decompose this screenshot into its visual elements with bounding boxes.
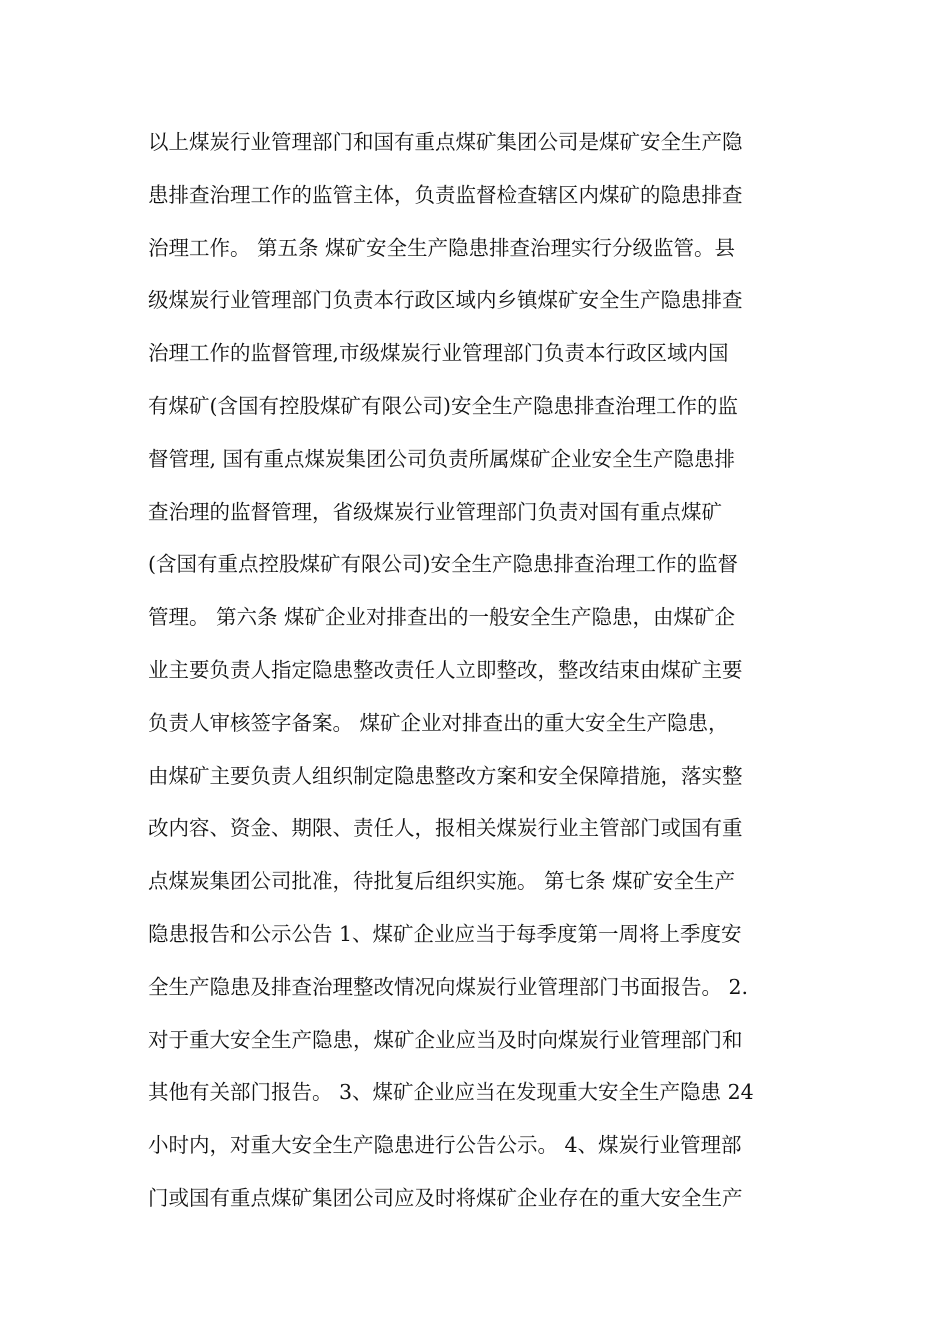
text-line: 患排查治理工作的监管主体，负责监督检查辖区内煤矿的隐患排查 — [148, 182, 743, 207]
text-line: 治理工作。 第五条 煤矿安全生产隐患排查治理实行分级监管。县 — [148, 235, 736, 260]
text-line: 其他有关部门报告。 3、煤矿企业应当在发现重大安全生产隐患 24 — [148, 1080, 754, 1105]
text-line: 有煤矿(含国有控股煤矿有限公司)安全生产隐患排查治理工作的监 — [148, 393, 738, 418]
text-line: 点煤炭集团公司批准，待批复后组织实施。 第七条 煤矿安全生产 — [148, 869, 736, 894]
text-line: 级煤炭行业管理部门负责本行政区域内乡镇煤矿安全生产隐患排查 — [148, 288, 743, 313]
text-line: 改内容、资金、期限、责任人，报相关煤炭行业主管部门或国有重 — [148, 816, 743, 841]
text-line: 业主要负责人指定隐患整改责任人立即整改，整改结束由煤矿主要 — [148, 657, 743, 682]
text-line: 负责人审核签字备案。 煤矿企业对排查出的重大安全生产隐患， — [148, 710, 729, 735]
text-line: (含国有重点控股煤矿有限公司)安全生产隐患排查治理工作的监督 — [148, 552, 738, 577]
text-line: 管理。 第六条 煤矿企业对排查出的一般安全生产隐患，由煤矿企 — [148, 605, 736, 630]
text-line: 以上煤炭行业管理部门和国有重点煤矿集团公司是煤矿安全生产隐 — [148, 130, 743, 154]
text-line: 对于重大安全生产隐患，煤矿企业应当及时向煤炭行业管理部门和 — [148, 1027, 743, 1052]
text-line: 治理工作的监督管理,市级煤炭行业管理部门负责本行政区域内国 — [148, 341, 729, 366]
text-line: 全生产隐患及排查治理整改情况向煤炭行业管理部门书面报告。 2. — [148, 974, 749, 999]
text-line: 查治理的监督管理，省级煤炭行业管理部门负责对国有重点煤矿 — [148, 499, 722, 524]
text-line: 隐患报告和公示公告 1、煤矿企业应当于每季度第一周将上季度安 — [148, 921, 742, 946]
text-line: 门或国有重点煤矿集团公司应及时将煤矿企业存在的重大安全生产 — [148, 1185, 743, 1210]
document-body — [148, 116, 808, 1225]
text-line: 督管理, 国有重点煤炭集团公司负责所属煤矿企业安全生产隐患排 — [148, 446, 736, 471]
text-line: 小时内，对重大安全生产隐患进行公告公示。 4、煤炭行业管理部 — [148, 1133, 742, 1158]
text-line: 由煤矿主要负责人组织制定隐患整改方案和安全保障措施，落实整 — [148, 763, 743, 788]
